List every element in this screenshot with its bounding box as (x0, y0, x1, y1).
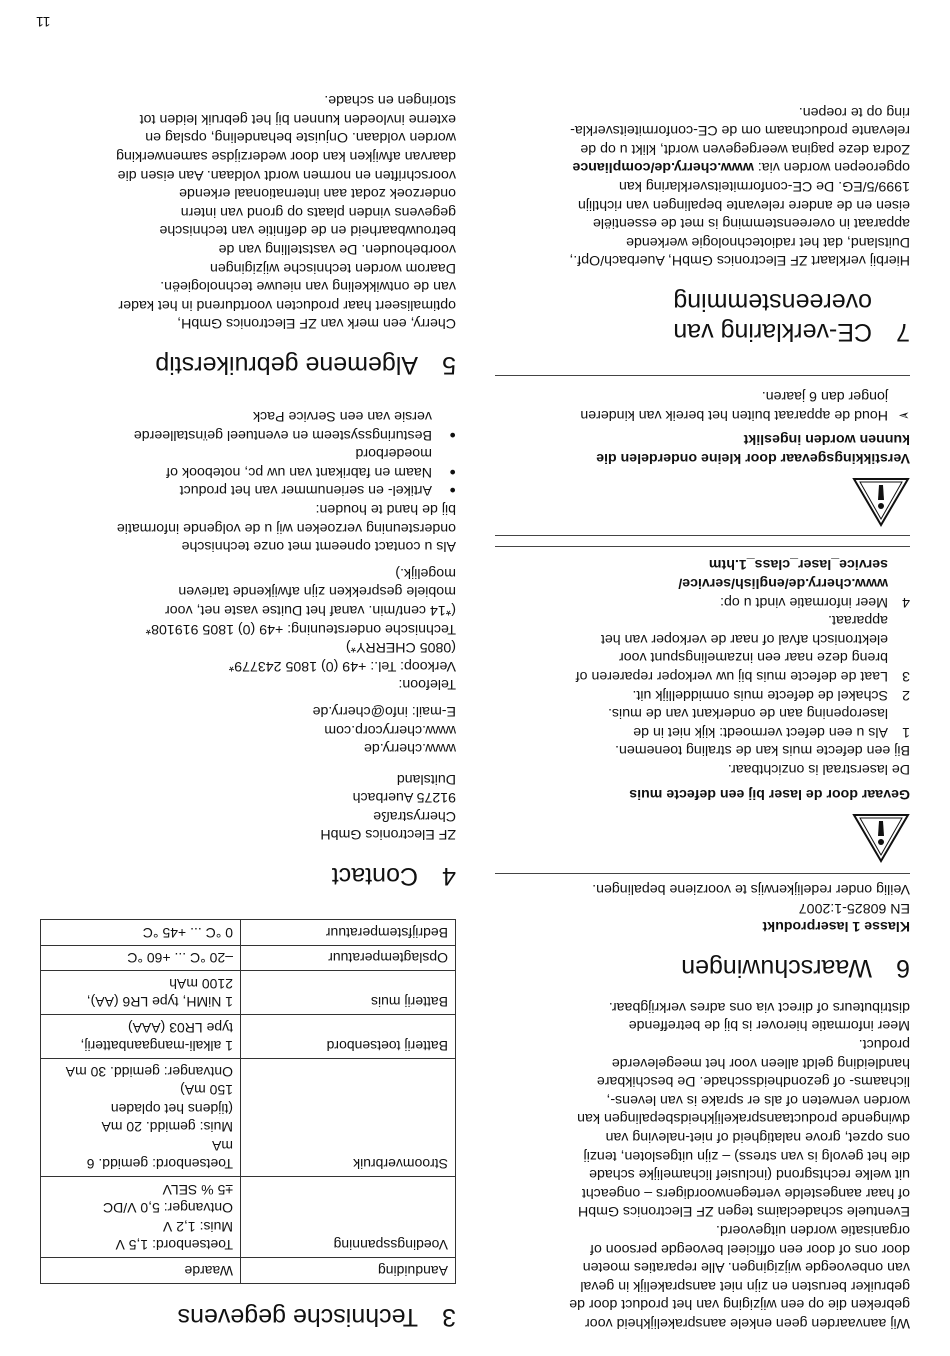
contact-web[interactable] (40, 720, 456, 757)
choking-warning-item (495, 386, 910, 423)
text-line: onderzoek zodat aan internationaal erkende (179, 185, 456, 202)
text-line: betrouwbaarheid en de definitie van technische (159, 222, 456, 239)
section-5-heading: 5 Algemene gebruikerstip (155, 351, 456, 380)
bullet-text (166, 444, 432, 481)
text-line: Artikel- en serienummer van het product (179, 482, 432, 499)
text-line: lichaams- of gezondheidsschade. De beschikbare (596, 1073, 910, 1090)
text-line: organisatie worden uitgevoerd. (715, 1222, 910, 1239)
spec-value (41, 1015, 241, 1059)
text-line: Als u contact opneemt met onze technische (181, 538, 456, 555)
table-row (41, 1177, 456, 1258)
text-line: Verstikkingsgevaar door kleine onderdelen die (596, 449, 910, 466)
liability-text (495, 997, 910, 1332)
table-row (41, 1059, 456, 1177)
spec-label: Stroomverbruik (241, 1059, 456, 1177)
laser-norm: EN 60825-1:2007 (798, 899, 910, 916)
text-line: breng deze naar een inzamelingspunt voor (619, 649, 888, 666)
section-4-heading: 4 Contact (331, 862, 456, 891)
step-text (576, 611, 888, 685)
text-line: ons opzet, grove nalatigheid of niet-naleving van (605, 1129, 910, 1146)
bullet-icon: ● (449, 428, 456, 441)
list-item (495, 611, 910, 685)
text-line: door ons of door een officieel bevoegde persoon of (590, 1240, 910, 1257)
text-line: distributeurs of direct via ons adres verkrijgbaar. (608, 998, 910, 1015)
text-line: (*14 cent/min. vanaf het Duitse vaste net, voor (165, 601, 456, 618)
text-line: Hierbij verklaart ZF Electronics GmbH, Auerbach/Opf., (569, 252, 910, 269)
text-line: mobiele gesprekken zijn afwijkende tarieven (178, 583, 456, 600)
text-line: gegevens vinden plaats op grond van intern (180, 203, 456, 220)
bullet-icon: ● (449, 465, 456, 478)
text-line: Muis: gemidd. 20 mA (101, 1119, 233, 1136)
spec-value (41, 946, 241, 972)
text-line: Besturingssysteem en eventueel geïnstalleerde (133, 426, 432, 443)
table-row (41, 946, 456, 972)
laser-warning-text (495, 741, 910, 778)
ce-text (495, 102, 910, 269)
list-item (40, 406, 456, 443)
text-line: voorschriften en normen wordt voldaan. Aan eisen die (117, 166, 456, 183)
text-line: Technische ondersteuning: +49 (0) 1805 919108* (145, 620, 456, 637)
contact-bullets (40, 406, 456, 499)
text-line: handleiding geldt alleen voor het meegeleverde (611, 1054, 910, 1071)
ce-url-line: opgeroepen worden via: www.cherry.de/compliance (572, 159, 910, 176)
text-line: gebruiker berusten en zijn niet aansprakelijk in geval (580, 1277, 910, 1294)
text-line: Cherrystraße (373, 807, 456, 824)
spec-value (41, 1059, 241, 1177)
list-item (495, 685, 910, 704)
spec-value (41, 920, 241, 946)
text-line: 91275 Auerbach (352, 789, 456, 806)
text-line: uit welke rechtsgrond (inclusief lichamelijke schade (589, 1166, 910, 1183)
ce-url-link[interactable]: www.cherry.de/compliance (572, 159, 754, 176)
spec-table (40, 920, 456, 1285)
text-line: (0805 CHERRY*) (345, 639, 456, 656)
contact-intro (40, 499, 456, 555)
section-3-heading: 3 Technische gegevens (177, 1303, 456, 1331)
text-line: Verkoop: Tel.: +49 (0) 1805 243779* (228, 657, 456, 674)
text-line: Ontvanger: gemidd. 30 mA (65, 1064, 233, 1080)
text-line: relevante productnaam om de CE-conformiteitsverkla- (570, 122, 910, 139)
section-7-heading: 7 CE-verklaring van overeenstemming (673, 288, 910, 347)
text-line: van de ontwikkeling van nieuwe technologieën. (160, 278, 456, 295)
list-item (495, 704, 910, 741)
choking-warning (495, 386, 910, 546)
text-line: die het gevolg is van stress) – zijn uitgesloten, tenzij (583, 1147, 910, 1164)
text-line: –20 °C ... +60 °C (127, 950, 233, 967)
section-6-heading: 6 Waarschuwingen (681, 954, 910, 983)
text-line: ZF Electronics GmbH (320, 826, 456, 843)
spec-value (41, 1177, 241, 1258)
text-line: Meer informatie hierover is bij de betreffende (628, 1017, 910, 1034)
page-number: 11 (36, 13, 51, 30)
text-line: Bij een defecte muis kan de straling toenemen. (615, 742, 910, 759)
contact-phone (40, 563, 456, 693)
table-row (41, 920, 456, 946)
contact-email[interactable]: E-mail: info@cherry.de (312, 702, 456, 719)
text-line: www.cherrycorp.com (324, 721, 456, 738)
step-number: 4 (902, 593, 910, 610)
text-line: Zodra deze pagina weergegeven wordt, klikt u op de (580, 140, 910, 157)
text-line: Ontvanger: 5,0 V/DC (103, 1200, 233, 1217)
text-line: Daarom worden technische wijzigingen (209, 259, 456, 276)
list-item (495, 555, 910, 611)
table-header: Waarde (41, 1258, 241, 1284)
text-line: versie van een Service Pack (252, 408, 432, 425)
laser-warning-title: Gevaar door de laser bij een defecte muis (629, 785, 910, 802)
laser-safe: Veilig onder redelijkerwijs te voorziene bepalingen. (592, 881, 910, 898)
text-line: 2100 mAh (169, 976, 233, 992)
column-left (40, 91, 456, 1332)
step-number: 3 (902, 667, 910, 684)
text-line: Eventuele schadeclaims tegen ZF Electronics GmbH (578, 1203, 910, 1220)
arrow-icon: ➢ (898, 406, 910, 423)
table-header: Aanduiding (241, 1258, 456, 1284)
spec-label: Voedingsspanning (241, 1177, 456, 1258)
choking-warning-title (495, 430, 910, 467)
text-line: Naam en fabrikant van uw pc, notebook of (166, 463, 432, 480)
list-item (40, 481, 456, 500)
table-row (41, 971, 456, 1015)
text-line: www.cherry.de (364, 740, 456, 757)
text-line: apparaat in overeenstemming is met de essentiële (592, 215, 910, 232)
bullet-text (180, 481, 432, 500)
text-line: laseropening aan de onderkant van de muis. (607, 705, 888, 722)
text-line: of haar aangestelde vertegenwoordigers – ongeacht (581, 1184, 910, 1201)
text-line: elektronisch afval of naar de verkoper van het (600, 630, 888, 647)
text-line: kunnen worden ingeslikt (743, 431, 910, 448)
warning-triangle-icon (852, 477, 910, 527)
text-line: storingen en schade. (324, 92, 456, 109)
text-line: type LR03 (AAA) (127, 1020, 233, 1036)
text-line: eisen en de andere relevante bepalingen van richtlijn (577, 196, 910, 213)
text-line: Duitsland (396, 770, 456, 787)
laser-warning (495, 555, 910, 874)
text-line: bij de hand te houden: (315, 501, 456, 517)
text-line: service_laser_class_1.htm (708, 556, 888, 573)
text-line: Cherry, een merk van ZF Electronics GmbH, (177, 315, 456, 332)
text-line: 1 alkali-mangaanbatterij, (80, 1038, 233, 1055)
text-line: daarvan afwijken kan door wederzijdse samenwerking (116, 148, 456, 165)
laser-steps (495, 555, 910, 741)
step-text (608, 704, 888, 741)
text-line: Houd de apparaat buiten het bereik van kinderen (580, 406, 888, 423)
text-line: De laserstraal is onzichtbaar. (727, 760, 910, 777)
text-line: (tijdens het opladen (110, 1101, 233, 1117)
laser-info-link[interactable] (678, 555, 888, 592)
spec-label: Opslagtemperatuur (241, 946, 456, 972)
text-line: 1 NiMH, type LR6 (AA), (86, 994, 233, 1011)
column-right (495, 102, 910, 1332)
text-line: overeenstemming (673, 288, 872, 317)
step-number: 1 (902, 723, 910, 740)
text-line: 1999/5/EG. De CE-conformiteitsverklaring kan (619, 178, 910, 195)
text-line: worden voldaan. Onjuiste behandeling, opslag en (145, 129, 456, 146)
general-tip-text (40, 91, 456, 333)
text-line: Telefoon: (398, 676, 456, 693)
text-line: Schakel de defecte muis onmiddellijk uit. (632, 686, 888, 703)
text-line: voorbehouden. De vaststelling van de (218, 241, 456, 258)
text-line: Meer informatie vindt u op: (720, 593, 888, 610)
text-line: ondersteuning verzoeken wij u de volgende informatie (116, 519, 456, 536)
text-line: van onbevoegde wijzigingen. Alle reparaties moeten (582, 1259, 910, 1276)
text-line: moederbord (355, 445, 432, 462)
text-line: CE-verklaring van (673, 318, 872, 347)
text-line: jonger dan 6 jaaren. (761, 388, 888, 405)
bullet-icon: ● (449, 484, 456, 497)
text-line: worden verweten of als er sprake is van levens-, (606, 1091, 910, 1108)
spec-value (41, 971, 241, 1015)
text-line: ring op te roepen. (798, 103, 910, 120)
text-line: Duitsland, dat het radiotechnologie werkende (626, 233, 910, 250)
text-line: optimaliseert haar producten voortdurend in het kader (118, 296, 456, 313)
text-line: mA (212, 1138, 233, 1154)
table-header-row (41, 1258, 456, 1284)
contact-address (40, 769, 456, 843)
text-line: Toetsenbord: gemidd. 6 (86, 1156, 233, 1173)
table-row (41, 1015, 456, 1059)
text-line: ±5 % SELV (162, 1182, 233, 1198)
text-line: Toetsenbord: 1,5 V (115, 1237, 233, 1254)
text-line: www.cherry.de/english/service/ (678, 575, 888, 591)
list-item (40, 444, 456, 481)
text-line: Muis: 1,2 V (162, 1219, 233, 1235)
text-line: Wij aanvaarden geen enkele aansprakelijkheid voor (585, 1315, 910, 1331)
text-line: gebreken die op een wijziging van het product door de (569, 1296, 910, 1313)
text-line: mogelijk.) (395, 564, 456, 581)
text-line: externe invloeden kunnen bij het gebruik leiden tot (139, 110, 456, 127)
text-line: 0 °C ... +45 °C (142, 925, 233, 941)
text-line: dwingende productaansprakelijkheidsbepalingen kan (577, 1110, 910, 1127)
step-text (632, 685, 888, 704)
text-line: apparaat. (828, 612, 888, 629)
text-line: Laat de defecte muis bij uw verkoper repareren of (575, 667, 888, 684)
text-line: 150 mA) (180, 1082, 233, 1099)
warning-triangle-icon (852, 813, 910, 863)
spec-label: Bedrijfstemperatuur (241, 920, 456, 946)
step-number: 2 (902, 686, 910, 703)
bullet-text (134, 406, 432, 443)
spec-label: Batterij toetsenbord (241, 1015, 456, 1059)
spec-label: Batterij muis (241, 971, 456, 1015)
text-line: Als u een defect vermoedt: kijk niet in de (633, 723, 888, 740)
text-line: product. (858, 1036, 910, 1053)
laser-class: Klasse 1 laserprodukt (762, 918, 910, 935)
step-text (678, 555, 888, 611)
